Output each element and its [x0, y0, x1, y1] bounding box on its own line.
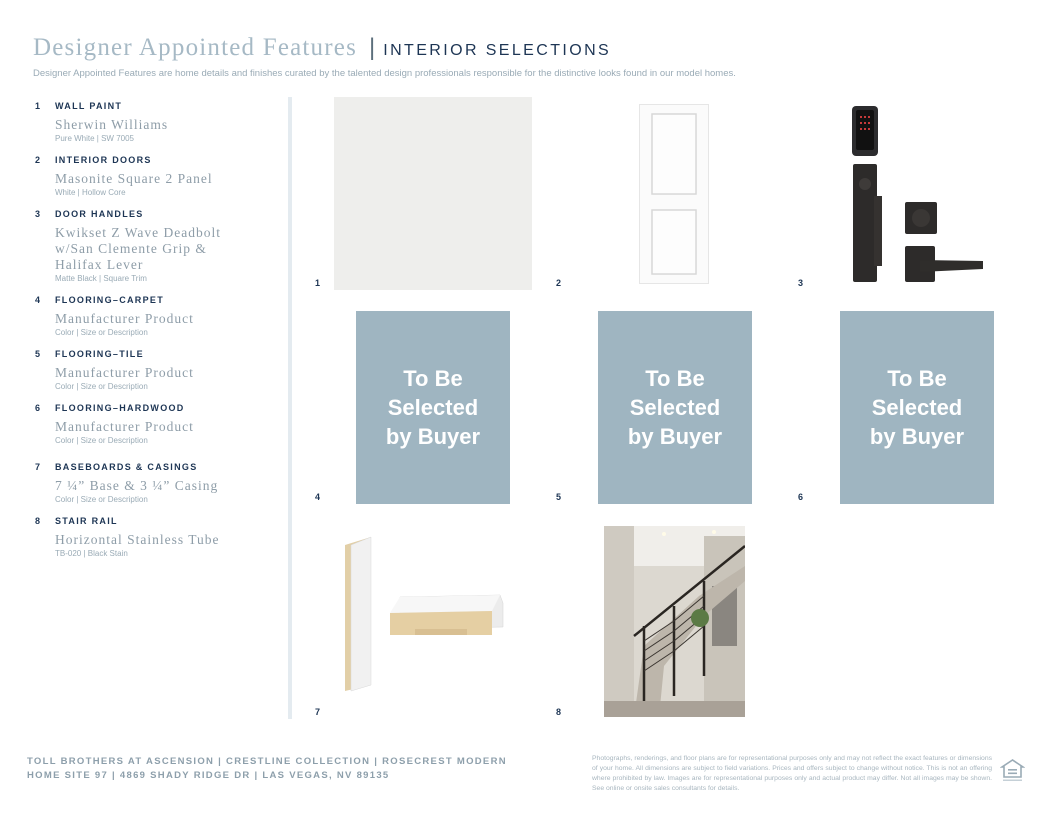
- placeholder-line: by Buyer: [869, 424, 965, 449]
- item-heading: FLOORING–CARPET: [55, 295, 165, 305]
- page-subtitle: INTERIOR SELECTIONS: [383, 42, 612, 59]
- list-item: [33, 155, 283, 197]
- grid-label: 8: [556, 707, 562, 717]
- grid-label: 4: [315, 492, 321, 502]
- item-detail: Color | Size or Description: [55, 382, 148, 391]
- grid-label: 3: [798, 278, 804, 288]
- equal-housing-opportunity-icon: [1000, 758, 1025, 783]
- tile-placeholder: [598, 311, 752, 504]
- placeholder-line: Selected: [629, 395, 721, 420]
- item-number: 8: [35, 516, 41, 526]
- item-detail: Matte Black | Square Trim: [55, 274, 147, 283]
- item-heading: STAIR RAIL: [55, 516, 118, 526]
- item-detail: Pure White | SW 7005: [55, 134, 134, 143]
- grid-label: 7: [315, 707, 321, 717]
- item-heading: FLOORING–HARDWOOD: [55, 403, 185, 413]
- page-title: Designer Appointed Features: [33, 34, 358, 61]
- grid-label: 1: [315, 278, 321, 288]
- grid-label: 6: [798, 492, 804, 502]
- placeholder-line: by Buyer: [385, 424, 481, 449]
- interior-door-image: [639, 104, 709, 284]
- list-item: [33, 101, 283, 143]
- item-number: 3: [35, 209, 41, 219]
- intro-text: Designer Appointed Features are home details and finishes curated by the talented design professionals responsible for the distinctive looks found in our model homes.: [33, 68, 736, 79]
- item-number: 5: [35, 349, 41, 359]
- list-item: [33, 209, 283, 283]
- placeholder-line: Selected: [871, 395, 963, 420]
- item-product-name: Manufacturer Product: [55, 311, 194, 326]
- paint-swatch: [334, 97, 532, 290]
- placeholder-line: To Be: [403, 366, 463, 391]
- placeholder-line: Selected: [387, 395, 479, 420]
- item-number: 6: [35, 403, 41, 413]
- item-heading: BASEBOARDS & CASINGS: [55, 462, 198, 472]
- footer-address: [27, 755, 507, 783]
- carpet-placeholder: [356, 311, 510, 504]
- item-heading: FLOORING–TILE: [55, 349, 144, 359]
- grid-label: 5: [556, 492, 562, 502]
- item-detail: White | Hollow Core: [55, 188, 126, 197]
- hardwood-placeholder: [840, 311, 994, 504]
- item-number: 4: [35, 295, 41, 305]
- item-product-name: Masonite Square 2 Panel: [55, 171, 213, 186]
- footer-disclaimer: Photographs, renderings, and floor plans are for representational purposes only and may not reflect the exact features or dimensions of your home. All dimensions are subject to field variations. Prices and offers subject to change without notice. This is not an offering where prohibited by law. Images are for representational purposes only and actual product may differ. Not all images may be shown. See online or onsite sales consultants for details.: [592, 755, 992, 792]
- grid-label: 2: [556, 278, 562, 288]
- door-handles-image: [850, 104, 985, 286]
- item-heading: DOOR HANDLES: [55, 209, 144, 219]
- placeholder-line: To Be: [645, 366, 705, 391]
- placeholder-line: by Buyer: [627, 424, 723, 449]
- item-number: 7: [35, 462, 41, 472]
- item-detail: Color | Size or Description: [55, 436, 148, 445]
- footer-homesite-line: HOME SITE 97 | 4869 SHADY RIDGE DR | LAS VEGAS, NV 89135: [27, 770, 390, 781]
- item-detail: Color | Size or Description: [55, 328, 148, 337]
- item-number: 2: [35, 155, 41, 165]
- list-item: [33, 516, 283, 558]
- placeholder-line: To Be: [887, 366, 947, 391]
- list-item: [33, 295, 283, 337]
- list-item: [33, 349, 283, 391]
- list-item: [33, 462, 283, 504]
- stair-rail-photo: [604, 526, 745, 717]
- item-product-name: Kwikset Z Wave Deadbolt w/San Clemente Grip & Halifax Lever: [55, 225, 222, 272]
- baseboard-image: [340, 535, 510, 695]
- item-number: 1: [35, 101, 41, 111]
- item-heading: INTERIOR DOORS: [55, 155, 152, 165]
- item-detail: Color | Size or Description: [55, 495, 148, 504]
- item-product-name: Horizontal Stainless Tube: [55, 532, 220, 547]
- item-product-name: Sherwin Williams: [55, 117, 169, 132]
- selections-list: [33, 101, 283, 570]
- item-product-name: 7 ¼” Base & 3 ¼” Casing: [55, 478, 219, 493]
- item-detail: TB-020 | Black Stain: [55, 549, 128, 558]
- list-item: [33, 403, 283, 445]
- page-header: [33, 34, 1033, 79]
- item-heading: WALL PAINT: [55, 101, 123, 111]
- footer-community-line: TOLL BROTHERS AT ASCENSION | CRESTLINE COLLECTION | ROSECREST MODERN: [27, 756, 507, 767]
- item-product-name: Manufacturer Product: [55, 365, 194, 380]
- divider-line: [288, 97, 292, 719]
- title-separator: |: [369, 34, 376, 61]
- item-product-name: Manufacturer Product: [55, 419, 194, 434]
